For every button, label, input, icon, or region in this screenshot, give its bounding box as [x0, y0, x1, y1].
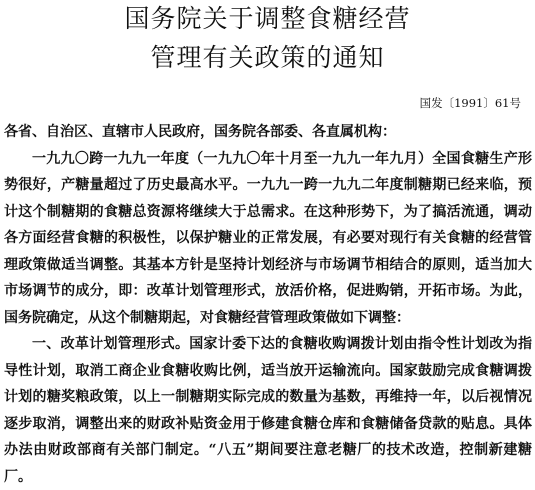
- document-title-line-2: 管理有关政策的通知: [150, 43, 385, 72]
- paragraph-section-1: 一、改革计划管理形式。国家计委下达的食糖收购调拨计划由指令性计划改为指导性计划，取消工商企业食糖收购比例，适当放开运输流向。国家鼓励完成食糖调拨计划的糖奖粮政策，以上一制糖期实际完成的数量为基数，再维持一年，以后视情况逐步取消，调整出来的财政补贴资金用于修建食糖仓库和食糖储备贷款的贴息。具体办法由财政部商有关部门制定。“八五”期间要注意老糖厂的技术改造，控制新建糖厂。: [4, 336, 532, 485]
- paragraph-intro: 一九九〇跨一九九一年度（一九九〇年十月至一九九一年九月）全国食糖生产形势很好，产糖量超过了历史最高水平。一九九一跨一九九二年度制糖期已经来临，预计这个制糖期的食糖总资源将继续大于总需求。在这种形势下，为了搞活流通，调动各方面经营食糖的积极性，以保护糖业的正常发展，有必要对现行有关食糖的经营管理政策做适当调整。其基本方针是坚持计划经济与市场调节相结合的原则，适当加大市场调节的成分，即：改革计划管理形式，放活价格，促进购销，开拓市场。为此，国务院确定，从这个制糖期起，对食糖经营管理政策做如下调整：: [4, 150, 532, 326]
- document-number: 国发〔1991〕61号: [419, 96, 521, 110]
- document-title-line-1: 国务院关于调整食糖经营: [124, 4, 411, 33]
- salutation: 各省、自治区、直辖市人民政府，国务院各部委、各直属机构：: [4, 124, 396, 140]
- document-body: [4, 119, 532, 490]
